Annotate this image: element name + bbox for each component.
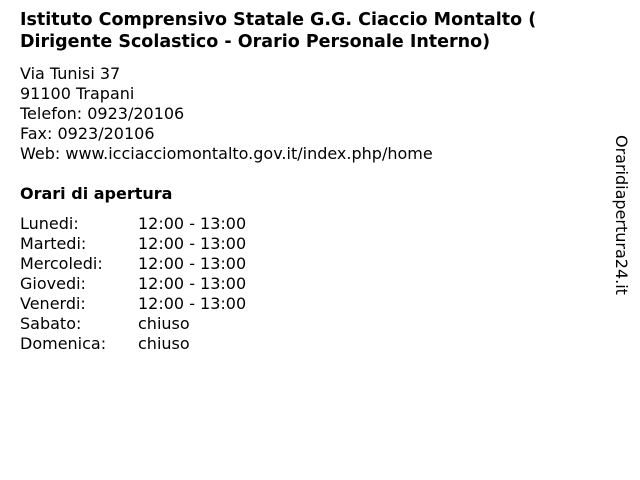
time-value: 12:00 - 13:00 [138, 214, 247, 233]
hours-row-wednesday [20, 254, 246, 274]
fax-number: Fax: 0923/20106 [20, 124, 155, 143]
day-label: Venerdi: [20, 294, 86, 313]
day-label: Giovedi: [20, 274, 86, 293]
day-label: Domenica: [20, 334, 107, 353]
time-value: 12:00 - 13:00 [138, 294, 247, 313]
opening-hours-heading: Orari di apertura [20, 184, 173, 203]
city-address: 91100 Trapani [20, 84, 135, 103]
hours-row-monday [20, 214, 246, 234]
time-value: chiuso [138, 314, 190, 333]
time-value: chiuso [138, 334, 190, 353]
page-title [20, 9, 620, 53]
day-label: Sabato: [20, 314, 82, 333]
time-value: 12:00 - 13:00 [138, 254, 247, 273]
opening-hours-table [20, 214, 246, 354]
hours-row-tuesday [20, 234, 246, 254]
phone-number: Telefon: 0923/20106 [20, 104, 185, 123]
page-title-line-2: Dirigente Scolastico - Orario Personale Interno) [20, 32, 491, 52]
street-address: Via Tunisi 37 [20, 64, 121, 83]
time-value: 12:00 - 13:00 [138, 274, 247, 293]
address-block [20, 64, 433, 164]
site-watermark-label: Oraridiapertura24.it [612, 135, 631, 295]
page-title-line-1: Istituto Comprensivo Statale G.G. Ciaccio Montalto ( [20, 10, 537, 30]
hours-row-friday [20, 294, 246, 314]
hours-row-thursday [20, 274, 246, 294]
hours-row-saturday [20, 314, 246, 334]
website-link[interactable]: Web: www.icciacciomontalto.gov.it/index.php/home [20, 144, 433, 163]
day-label: Lunedi: [20, 214, 79, 233]
hours-row-sunday [20, 334, 246, 354]
day-label: Mercoledi: [20, 254, 103, 273]
time-value: 12:00 - 13:00 [138, 234, 247, 253]
day-label: Martedi: [20, 234, 87, 253]
